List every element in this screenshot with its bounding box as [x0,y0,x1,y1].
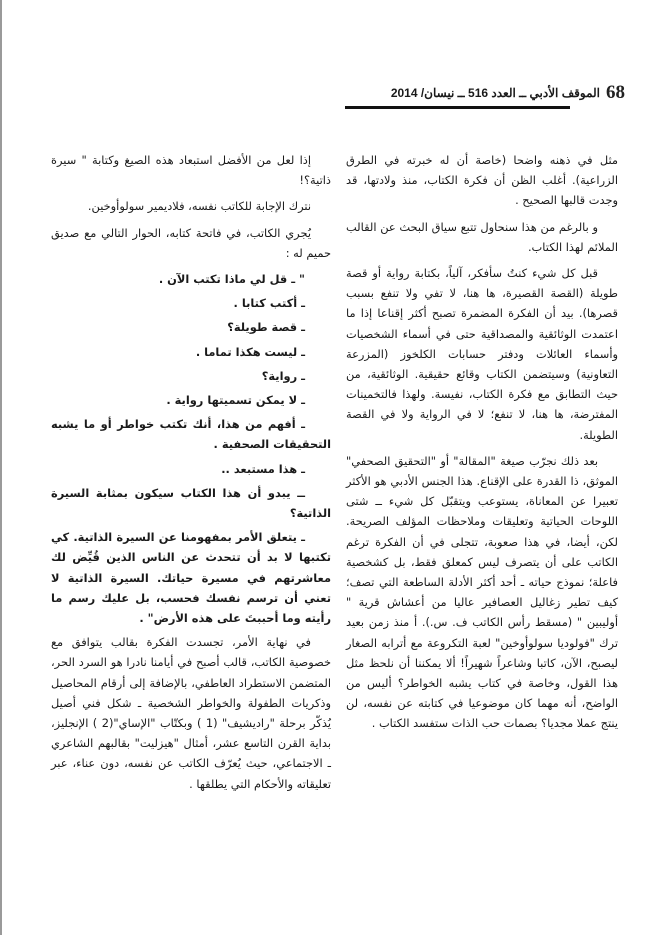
page-header [345,82,625,106]
paragraph: قبل كل شيء كنتُ سأفكر، آلياً، بكتابة رواية أو قصة طويلة (القصة القصيرة، ها هنا، لا تفي ولا تنفع بسبب قصرها). بيد أن الفكرة المضمرة تصبح أكثر إقناعا إذا ما اعتمدت الوثائقية والمصداقية حتى في أسماء الشخصيات وأسماء العائلات ودفتر حسابات الكلخوز (المزرعة التعاونية) وسيتضمن الكتاب وقائع حقيقية. الوثائقية، من حيث التطابق مع فكرة الكتاب، نفيسة. ولهذا فالتخمينات المفترضة، ها هنا، لا تنفع؛ لا في الرواية ولا في القصة الطويلة. [346,266,618,442]
paragraph: في نهاية الأمر، تجسدت الفكرة بقالب يتوافق مع خصوصية الكاتب، قالب أصبح في أيامنا نادرا هو السرد الحر، المتضمن الاستطراد العاطفي، بالإضافة إلى أرقام المحاصيل وذكريات الطفولة والخواطر الشخصية ـ شكل فني أصيل يُذكّر برحلة "راديشيف" (1 ) وبكتّاب "الإساي"(2 ) الإنجليز، بداية القرن التاسع عشر، أمثال "هيزليت" بقالبهم الشاعري ـ الاجتماعي، حيث يُعرّف الكاتب عن نفسه، دون عناء، عبر تعليقاته والأحكام التي يطلقها . [51,635,331,791]
page-edge [0,0,2,935]
dialogue-line: ـ يتعلق الأمر بمفهومنا عن السيرة الذاتية. كي تكتبها لا بد أن تتحدث عن الناس الذين قُيِّض لك معاشرتهم في مسيرة حياتك. السيرة الذاتية لا تعني أن ترسم نفسك فحسب، بل عليك رسم ما رأيته وما أحببتَ على هذه الأرض" . [51,530,331,626]
dialogue-line: ـ رواية؟ [261,368,305,383]
paragraph: و بالرغم من هذا سنحاول تتبع سياق البحث عن القالب الملائم لهذا الكتاب. [346,219,618,254]
left-column [51,150,331,800]
dialogue-line: ـ ليست هكذا تماما . [195,344,305,359]
dialogue-line: ـ قصة طويلة؟ [227,320,305,335]
dialogue-line: " ـ قل لي ماذا تكتب الآن . [158,272,305,287]
paragraph: إذا لعل من الأفضل استبعاد هذه الصيغ وكتابة " سيرة ذاتية؟! [51,153,331,188]
paragraph: يُجري الكاتب، في فاتحة كتابه، الحوار التالي مع صديق حميم له : [51,225,331,260]
paragraph: مثل في ذهنه واضحا (خاصة أن له خبرته في الطرق الزراعية). أغلب الظن أن فكرة الكتاب، منذ ولادتها، قد وجدت قالبها الصحيح . [346,153,618,208]
dialogue-line: ـ أكتب كتابا . [233,296,305,311]
paragraph: نترك الإجابة للكاتب نفسه، فلاديمير سولوأوخين. [87,199,311,214]
dialogue-line: ـ هذا مستبعد .. [221,461,305,476]
dialogue-line: ـ لا يمكن تسميتها رواية . [166,393,305,408]
paragraph: بعد ذلك نجرّب صيغة "المقالة" أو "التحقيق الصحفي" الموثق، ذا القدرة على الإقناع. هذا الجنس الأدبي هو الأكثر تعبيرا عن المعاناة، يستوعب ويتقبّل كل شيء ــ شتى اللوحات الحياتية وتعليقات وملاحظات المؤلف الصريحة. لكن، أيضا، في هذا صعوبة، تتجلى في أن الفكرة ترغم الكاتب على أن يتصرف ليس كمعلق فقط، بل كشخصية فاعلة؛ نموذج حياته ـ أحد أكثر الأدلة الساطعة التي تصف؛ كيف تطير زغاليل العصافير عاليا من أعشاش قرية " أوليبين " (مسقط رأس الكاتب ف. س.). أ منذ زمن بعيد ترك "فولوديا سولوأوخين" لعبة التكروعة مع أترابه الصغار ليصبح، الآن، كاتبا وشاعراً شهيراً! ألا يمكننا أن نلحظ مثل هذا القول، وخاصة في كتاب يشبه الخواطر؟ أليس من الواضح، أنه مهما كان موضوعيا في كتابته عن نفسه، لن ينتج عملا مجديا؟ بصمات حب الذات ستفسد الكتاب . [346,453,618,731]
right-column [346,150,618,740]
page-number: 68 [606,82,625,103]
dialogue-line: ــ يبدو أن هذا الكتاب سيكون بمثابة السيرة الذاتية؟ [51,485,331,521]
header-rule [345,106,570,109]
dialogue-line: ـ أفهم من هذا، أنك تكتب خواطر أو ما يشبه التحقيقات الصحفية . [51,417,331,452]
running-title: الموقف الأدبي ــ العدد 516 ــ نيسان/ 2014 [390,86,600,100]
